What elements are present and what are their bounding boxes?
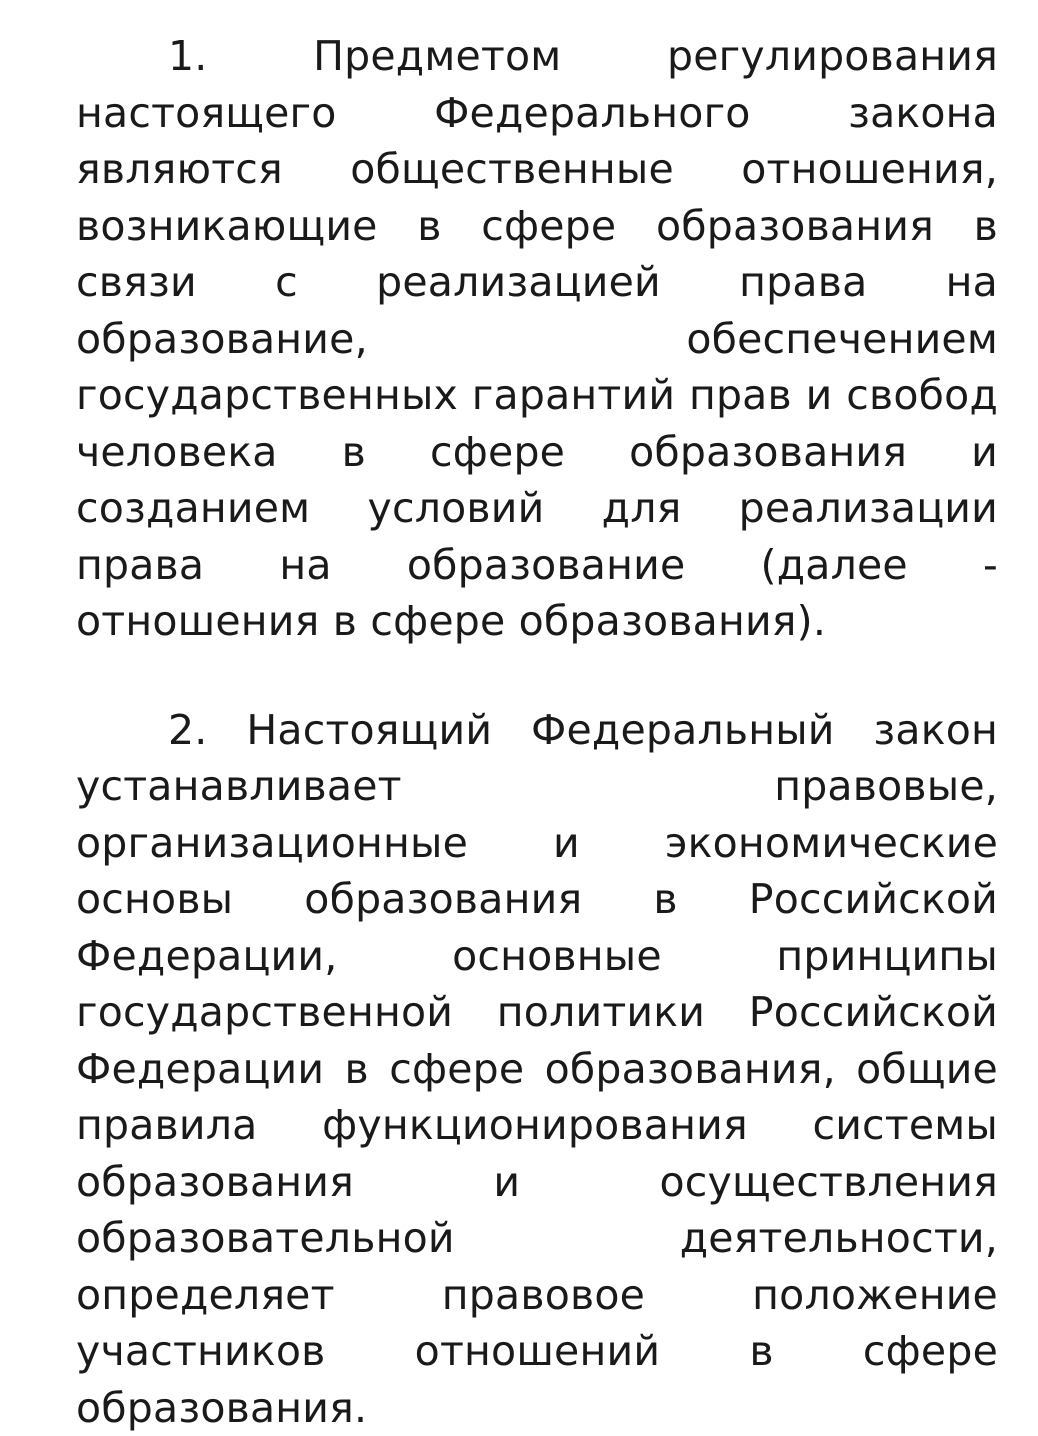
document-body — [76, 28, 998, 1436]
paragraph-2-number: 2. — [168, 706, 208, 754]
paragraph-2 — [76, 702, 998, 1436]
paragraph-1-text: Предметом регулирования настоящего Федерального закона являются общественные отношения, возникающие в сфере образования в связи с реализацией права на образование, обеспечением государственных гарантий прав и свобод человека в сфере образования и созданием условий для реализации права на образование (далее - отношения в сфере образования). — [76, 32, 998, 645]
paragraph-1 — [76, 28, 998, 650]
paragraph-1-number: 1. — [168, 32, 208, 80]
paragraph-2-text: Настоящий Федеральный закон устанавливает правовые, организационные и экономические основы образования в Российской Федерации, основные принципы государственной политики Российской Федерации в сфере образования, общие правила функционирования системы образования и осуществления образовательной деятельности, определяет правовое положение участников отношений в сфере образования. — [76, 706, 998, 1432]
